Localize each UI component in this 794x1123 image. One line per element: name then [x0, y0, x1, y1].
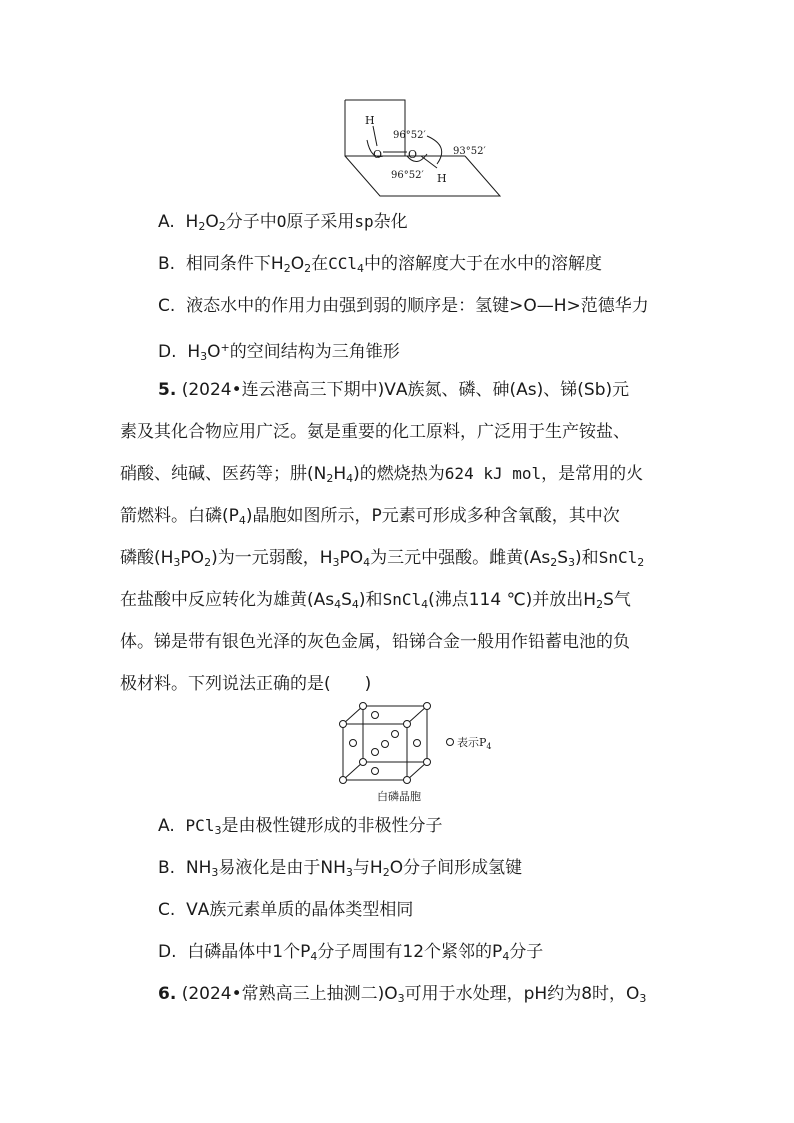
formula-part: O [207, 342, 221, 362]
subscript: 2 [304, 262, 312, 275]
option-text: 白磷晶体中1个 [187, 942, 301, 962]
option-text: O分子间形成氢键 [389, 858, 523, 878]
label-h-bottom: H [437, 172, 447, 185]
white-phosphorus-cell-figure [335, 700, 492, 805]
stem-text: S [557, 548, 569, 568]
q6-stem-line-1 [158, 983, 718, 1010]
subscript: 4 [238, 514, 246, 527]
angle-top-label: 96°52′ [393, 130, 426, 141]
option-text: 易液化是由于 [218, 858, 321, 878]
formula-part: H [369, 858, 383, 878]
subscript: 4 [310, 950, 318, 963]
legend-circle [447, 739, 454, 746]
subscript: 2 [382, 866, 390, 879]
subscript: 4 [346, 472, 354, 485]
label-o-left: O [373, 148, 383, 161]
option-text: 与 [352, 858, 370, 878]
q5-option-d [158, 941, 718, 968]
option-text: 相同条件下 [185, 254, 271, 274]
subscript: 3 [345, 866, 353, 879]
option-letter: B. [158, 858, 176, 878]
option-text: 中的溶解度大于在水中的溶解度 [363, 254, 602, 274]
stem-text: )和 [575, 548, 599, 568]
q5-option-b [158, 857, 718, 884]
stem-text: (2024•常熟高三上抽测二)O [181, 984, 398, 1004]
stem-text: )和 [358, 590, 383, 610]
formula-part: NH [320, 858, 346, 878]
option-text: 分子 [509, 942, 544, 962]
subscript: 2 [596, 598, 604, 611]
subscript: 2 [550, 556, 558, 569]
subscript: 3 [173, 556, 181, 569]
q5-option-a [158, 815, 718, 842]
q5-stem-line-8 [120, 673, 680, 695]
label-o-right: O [408, 148, 418, 161]
stem-text: PO [180, 548, 205, 568]
option-text: 杂化 [373, 212, 408, 232]
subscript: 3 [332, 556, 340, 569]
stem-text: 素及其化合物应用广泛。氨是重要的化工原料，广泛用于生产铵盐、 [120, 422, 630, 442]
subscript: 4 [334, 598, 342, 611]
q5-stem-line-6 [120, 589, 680, 616]
formula-part: O [276, 212, 287, 231]
q4-option-a [158, 211, 718, 238]
q5-stem-line-5 [120, 547, 680, 574]
stem-text: 极材料。下列说法正确的是( ) [120, 674, 372, 694]
option-text: ⅤA族元素单质的晶体类型相同 [186, 900, 414, 920]
subscript: 4 [356, 262, 364, 275]
option-letter: A. [158, 212, 175, 232]
angle-right-label: 93°52′ [453, 146, 486, 157]
option-text: 在 [311, 254, 329, 274]
subscript: 2 [283, 262, 291, 275]
q5-stem-line-1 [158, 379, 718, 401]
subscript: 3 [397, 992, 405, 1005]
q5-stem-line-4 [120, 505, 680, 532]
subscript: 4 [351, 598, 359, 611]
stem-text: SnCl [382, 590, 422, 609]
formula-part: H [270, 254, 284, 274]
subscript: 2 [218, 220, 226, 233]
subscript: 4 [502, 950, 510, 963]
stem-text: 可用于水处理，pH约为8时，O [404, 984, 640, 1004]
stem-text: )晶胞如图所示，P元素可形成多种含氧酸，其中次 [245, 506, 620, 526]
stem-text: 为三元中强酸。雌黄(As [370, 548, 551, 568]
superscript: + [220, 341, 230, 354]
q4-option-d [158, 337, 718, 368]
h2o2-structure-figure [335, 96, 510, 201]
stem-text: (2024•连云港高三下期中)ⅤA族氮、磷、砷(As)、锑(Sb)元 [181, 380, 630, 400]
q5-option-c [158, 899, 718, 921]
subscript: 3 [214, 824, 222, 837]
formula-part: H [185, 212, 199, 232]
subscript: 4 [363, 556, 371, 569]
subscript: 3 [200, 350, 208, 363]
q5-stem-line-2 [120, 421, 680, 443]
subscript: 4 [421, 598, 429, 611]
subscript: 2 [198, 220, 206, 233]
subscript: 3 [211, 866, 219, 879]
angle-bottom-label: 96°52′ [391, 170, 424, 181]
option-letter: A. [158, 816, 175, 836]
legend-label: 表示$P_4$ [457, 736, 492, 751]
formula-part: P [492, 942, 503, 962]
formula-part: P [300, 942, 311, 962]
option-text: 原子采用 [286, 212, 355, 232]
subscript: 2 [326, 472, 334, 485]
stem-text: 624 kJ mol [444, 464, 542, 483]
option-letter: B. [158, 254, 176, 274]
stem-text: SnCl [598, 548, 638, 567]
stem-text: 硝酸、纯碱、医药等；肼(N [120, 464, 327, 484]
option-letter: C. [158, 900, 176, 920]
stem-text: (沸点114 ℃)并放出H [428, 590, 597, 610]
formula-part: sp [354, 212, 374, 231]
q5-stem-line-3 [120, 463, 680, 490]
q4-option-b [158, 253, 718, 280]
option-text: 的空间结构为三角锥形 [229, 342, 400, 362]
label-h-top: H [365, 114, 375, 127]
stem-text: ，是常用的火 [541, 464, 644, 484]
stem-text: )的燃烧热为 [353, 464, 445, 484]
subscript: 2 [204, 556, 212, 569]
formula-part: PCl [185, 816, 215, 835]
stem-text: S气 [603, 590, 631, 610]
stem-text: S [341, 590, 352, 610]
subscript: 3 [568, 556, 576, 569]
option-text: 是由极性键形成的非极性分子 [221, 816, 443, 836]
option-letter: D. [158, 942, 177, 962]
figure-caption: 白磷晶胞 [377, 790, 421, 803]
formula-part: H [187, 342, 201, 362]
option-letter: C. [158, 296, 176, 316]
subscript: 2 [637, 556, 645, 569]
stem-text: 在盐酸中反应转化为雄黄(As [120, 590, 335, 610]
option-text: 分子周围有12个紧邻的 [317, 942, 493, 962]
question-number: 6. [158, 984, 177, 1004]
stem-text: 箭燃料。白磷(P [120, 506, 239, 526]
option-text: 液态水中的作用力由强到弱的顺序是：氢键>O—H>范德华力 [186, 296, 649, 316]
option-letter: D. [158, 342, 177, 362]
formula-part: NH [185, 858, 212, 878]
stem-text: PO [339, 548, 364, 568]
q4-option-c [158, 295, 718, 317]
stem-text: )为一元弱酸，H [211, 548, 333, 568]
formula-part: O [290, 254, 305, 274]
stem-text: 磷酸(H [120, 548, 174, 568]
stem-text: 体。锑是带有银色光泽的灰色金属，铅锑合金一般用作铅蓄电池的负 [120, 632, 630, 652]
formula-part: O [205, 212, 219, 232]
subscript: 3 [639, 992, 647, 1005]
formula-part: CCl [328, 254, 357, 273]
option-text: 分子中 [225, 212, 277, 232]
q5-stem-line-7 [120, 631, 680, 653]
question-number: 5. [158, 380, 177, 400]
stem-text: H [333, 464, 347, 484]
